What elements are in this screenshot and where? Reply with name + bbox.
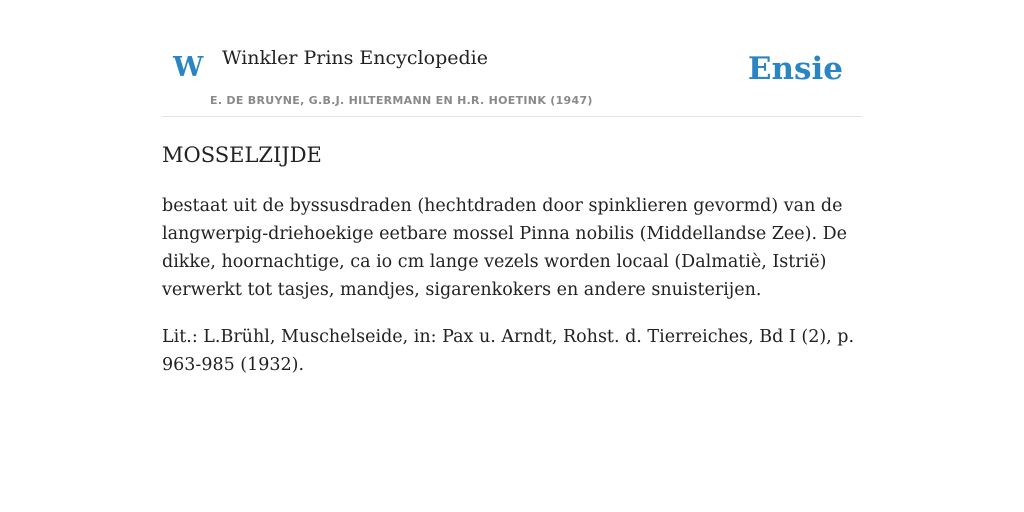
site-header bbox=[162, 0, 862, 117]
article-paragraph: bestaat uit de byssusdraden (hechtdraden door spinklieren gevormd) van de langwerpig-driehoekige eetbare mossel Pinna nobilis (Middellandse Zee). De dikke, hoornachtige, ca io cm lange vezels worden locaal (Dalmatiè, Istrië) verwerkt tot tasjes, mandjes, sigarenkokers en andere snuisterijen. bbox=[162, 196, 847, 300]
encyclopedia-byline: E. DE BRUYNE, G.B.J. HILTERMANN EN H.R. HOETINK (1947) bbox=[210, 94, 593, 107]
encyclopedia-title-link[interactable]: Winkler Prins Encyclopedie bbox=[222, 47, 488, 69]
logo-w-icon[interactable]: W bbox=[173, 52, 204, 83]
article-title: MOSSELZIJDE bbox=[162, 143, 322, 167]
literature-reference: Lit.: L.Brühl, Muschelseide, in: Pax u. Arndt, Rohst. d. Tierreiches, Bd I (2), p. 963-985 (1932). bbox=[162, 327, 855, 375]
ensie-brand-link[interactable]: Ensie bbox=[747, 51, 843, 87]
article bbox=[162, 140, 862, 379]
